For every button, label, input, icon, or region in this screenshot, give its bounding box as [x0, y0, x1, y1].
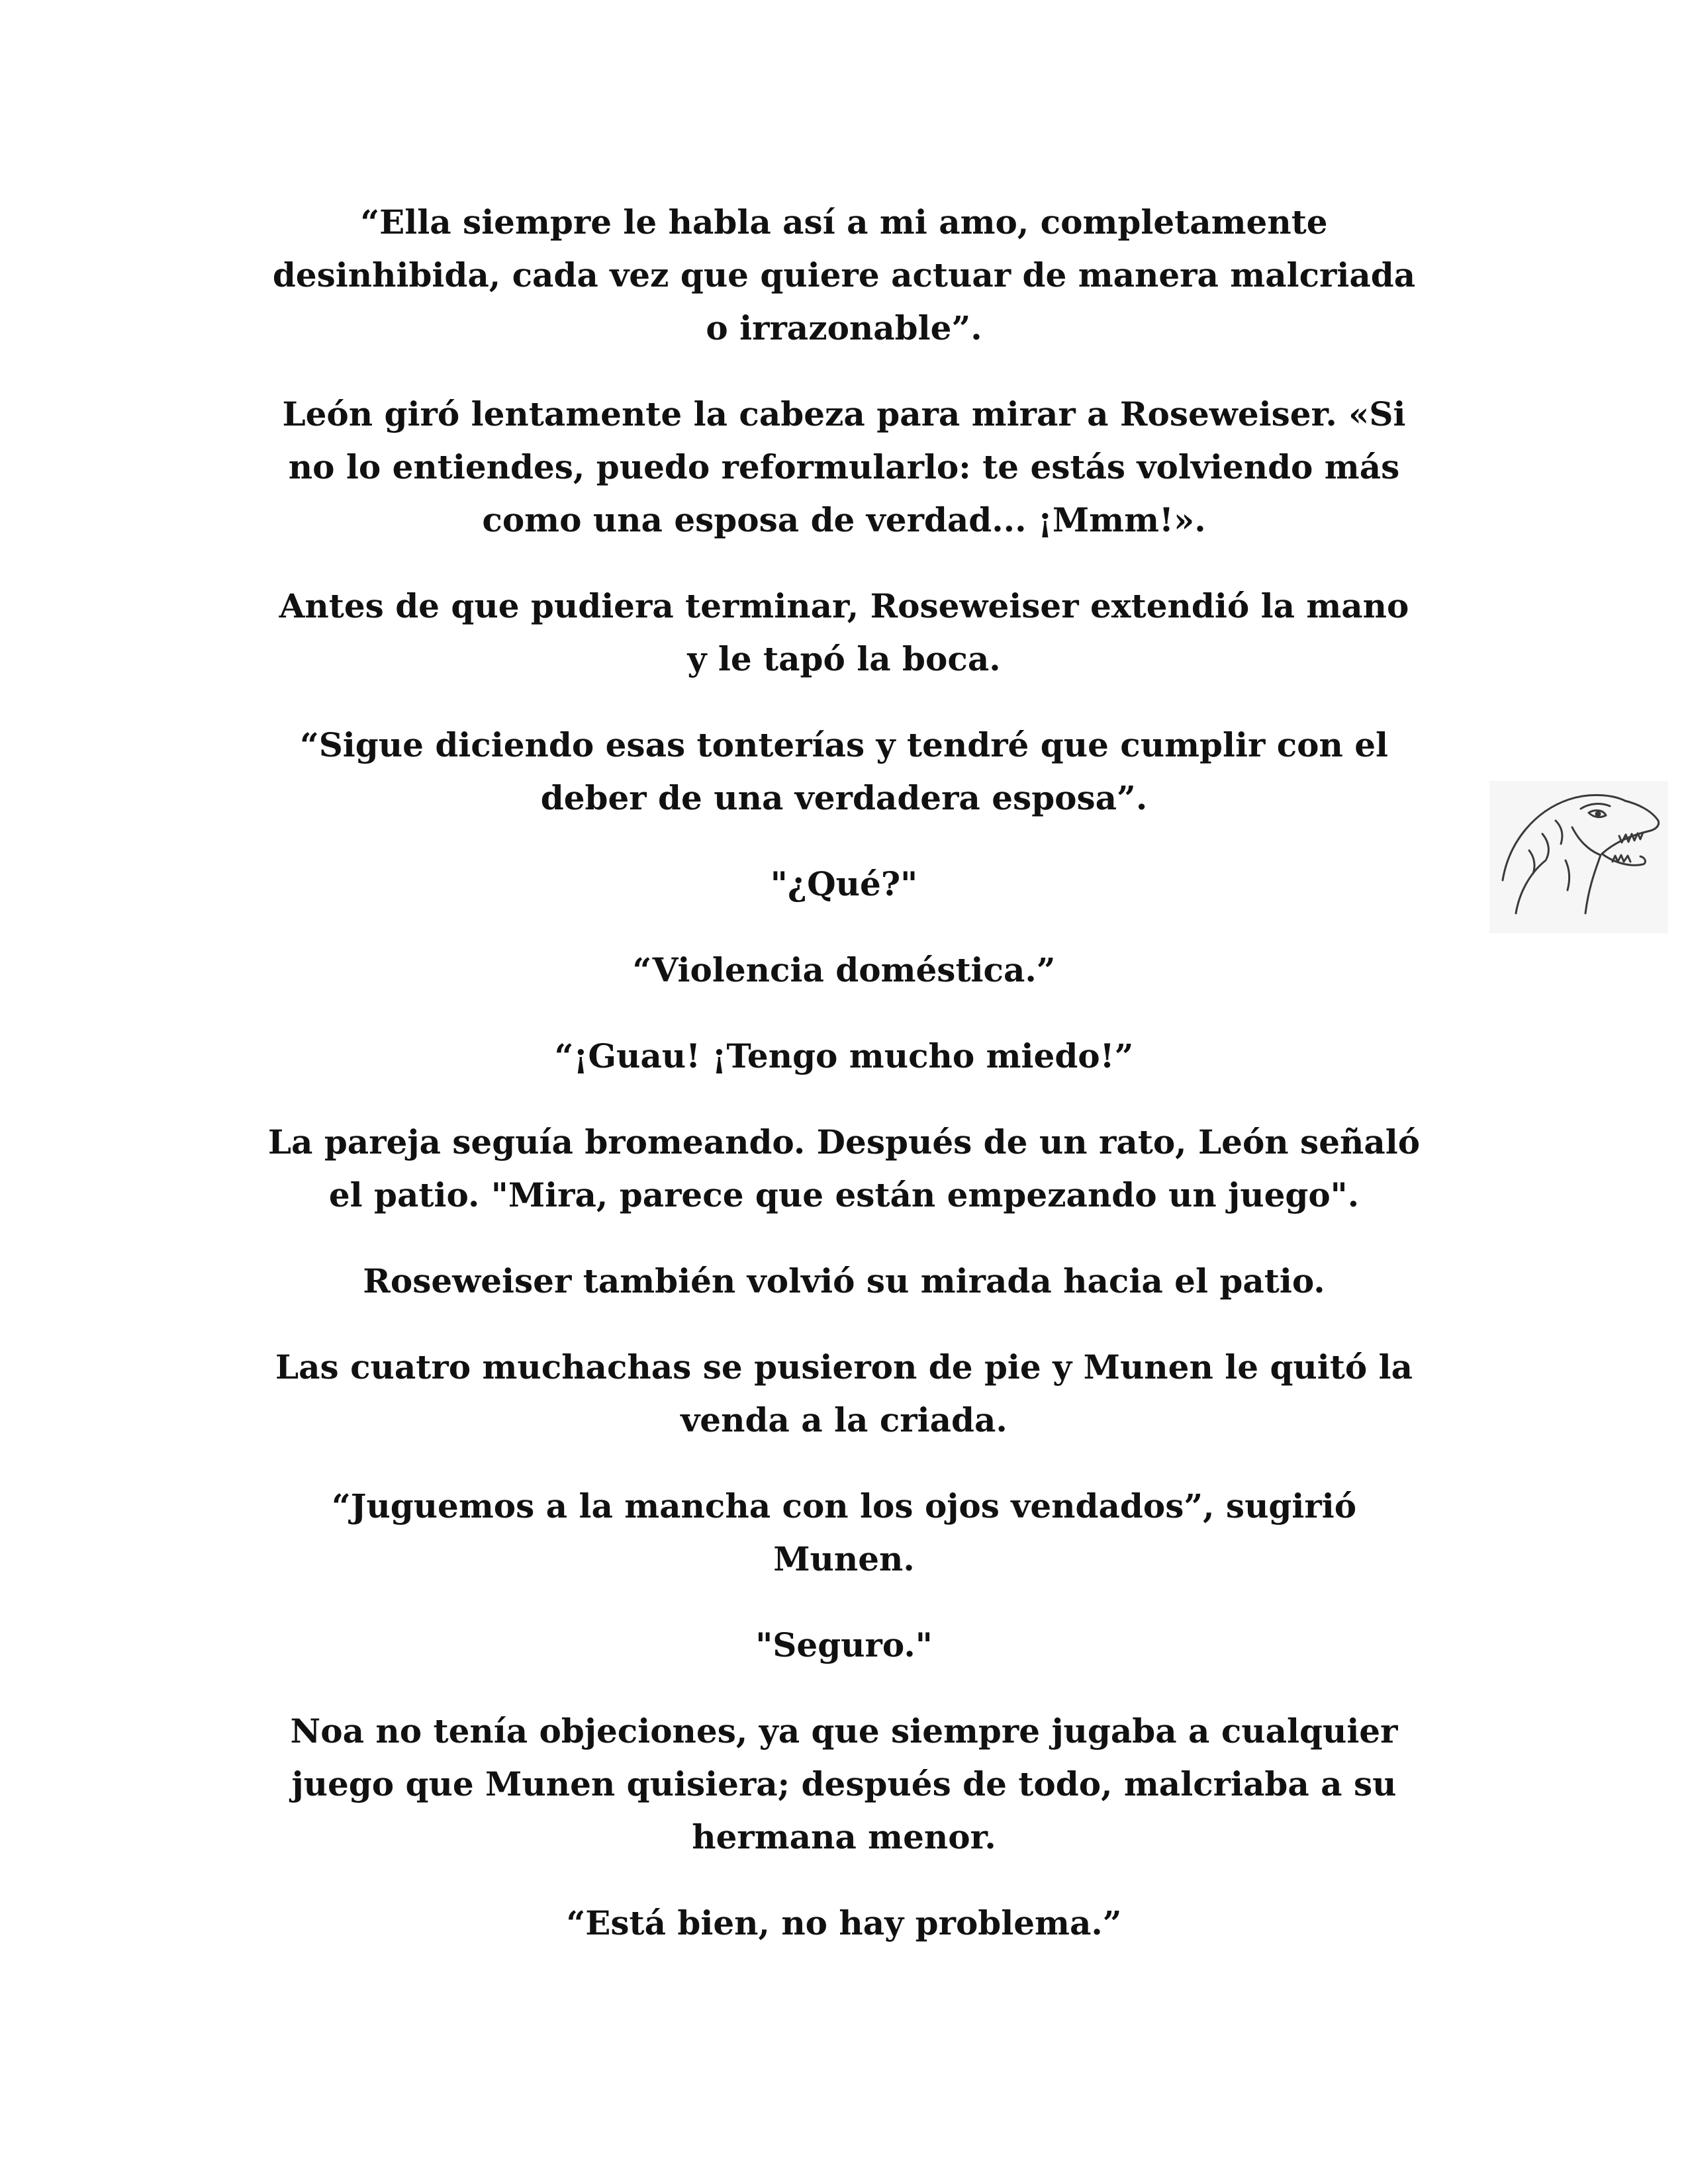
paragraph: [245, 1116, 1443, 1222]
body-text: [245, 196, 1443, 1983]
text-line: desinhibida, cada vez que quiere actuar de manera malcriada: [272, 255, 1416, 295]
text-line: Munen.: [773, 1539, 915, 1578]
text-line: “Sigue diciendo esas tonterías y tendré que cumplir con el: [299, 725, 1389, 764]
text-line: “Ella siempre le habla así a mi amo, completamente: [360, 203, 1328, 242]
paragraph: [245, 388, 1443, 547]
paragraph: [245, 1619, 1443, 1672]
text-line: o irrazonable”.: [706, 308, 982, 347]
paragraph: [245, 858, 1443, 911]
text-line: deber de una verdadera esposa”.: [540, 778, 1148, 817]
text-line: "Seguro.": [755, 1625, 933, 1664]
text-line: juego que Munen quisiera; después de todo, malcriaba a su: [291, 1764, 1397, 1803]
text-line: como una esposa de verdad... ¡Mmm!».: [482, 500, 1206, 539]
paragraph: [245, 196, 1443, 355]
text-line: Las cuatro muchachas se pusieron de pie y Munen le quitó la: [275, 1347, 1413, 1387]
paragraph: [245, 580, 1443, 686]
text-line: “Violencia doméstica.”: [632, 950, 1056, 989]
text-line: Antes de que pudiera terminar, Roseweiser extendió la mano: [279, 586, 1409, 625]
paragraph: [245, 944, 1443, 997]
text-line: “Juguemos a la mancha con los ojos vendados”, sugirió: [331, 1486, 1357, 1525]
text-line: no lo entiendes, puedo reformularlo: te estás volviendo más: [288, 447, 1400, 486]
paragraph: [245, 1255, 1443, 1308]
dinosaur-head-sketch-icon: [1489, 781, 1668, 933]
paragraph: [245, 1705, 1443, 1864]
text-line: venda a la criada.: [680, 1400, 1008, 1439]
text-line: León giró lentamente la cabeza para mirar a Roseweiser. «Si: [282, 394, 1406, 433]
text-line: “¡Guau! ¡Tengo mucho miedo!”: [554, 1036, 1134, 1075]
paragraph: [245, 1897, 1443, 1950]
text-line: y le tapó la boca.: [687, 639, 1001, 678]
text-line: el patio. "Mira, parece que están empezando un juego".: [328, 1175, 1360, 1214]
text-line: Roseweiser también volvió su mirada hacia el patio.: [363, 1261, 1325, 1300]
text-line: hermana menor.: [692, 1817, 996, 1856]
text-line: “Está bien, no hay problema.”: [566, 1903, 1122, 1942]
paragraph: [245, 1341, 1443, 1447]
paragraph: [245, 719, 1443, 825]
paragraph: [245, 1480, 1443, 1586]
paragraph: [245, 1030, 1443, 1083]
text-line: "¿Qué?": [770, 864, 918, 903]
text-line: La pareja seguía bromeando. Después de un rato, León señaló: [267, 1122, 1421, 1161]
text-line: Noa no tenía objeciones, ya que siempre jugaba a cualquier: [290, 1711, 1398, 1751]
